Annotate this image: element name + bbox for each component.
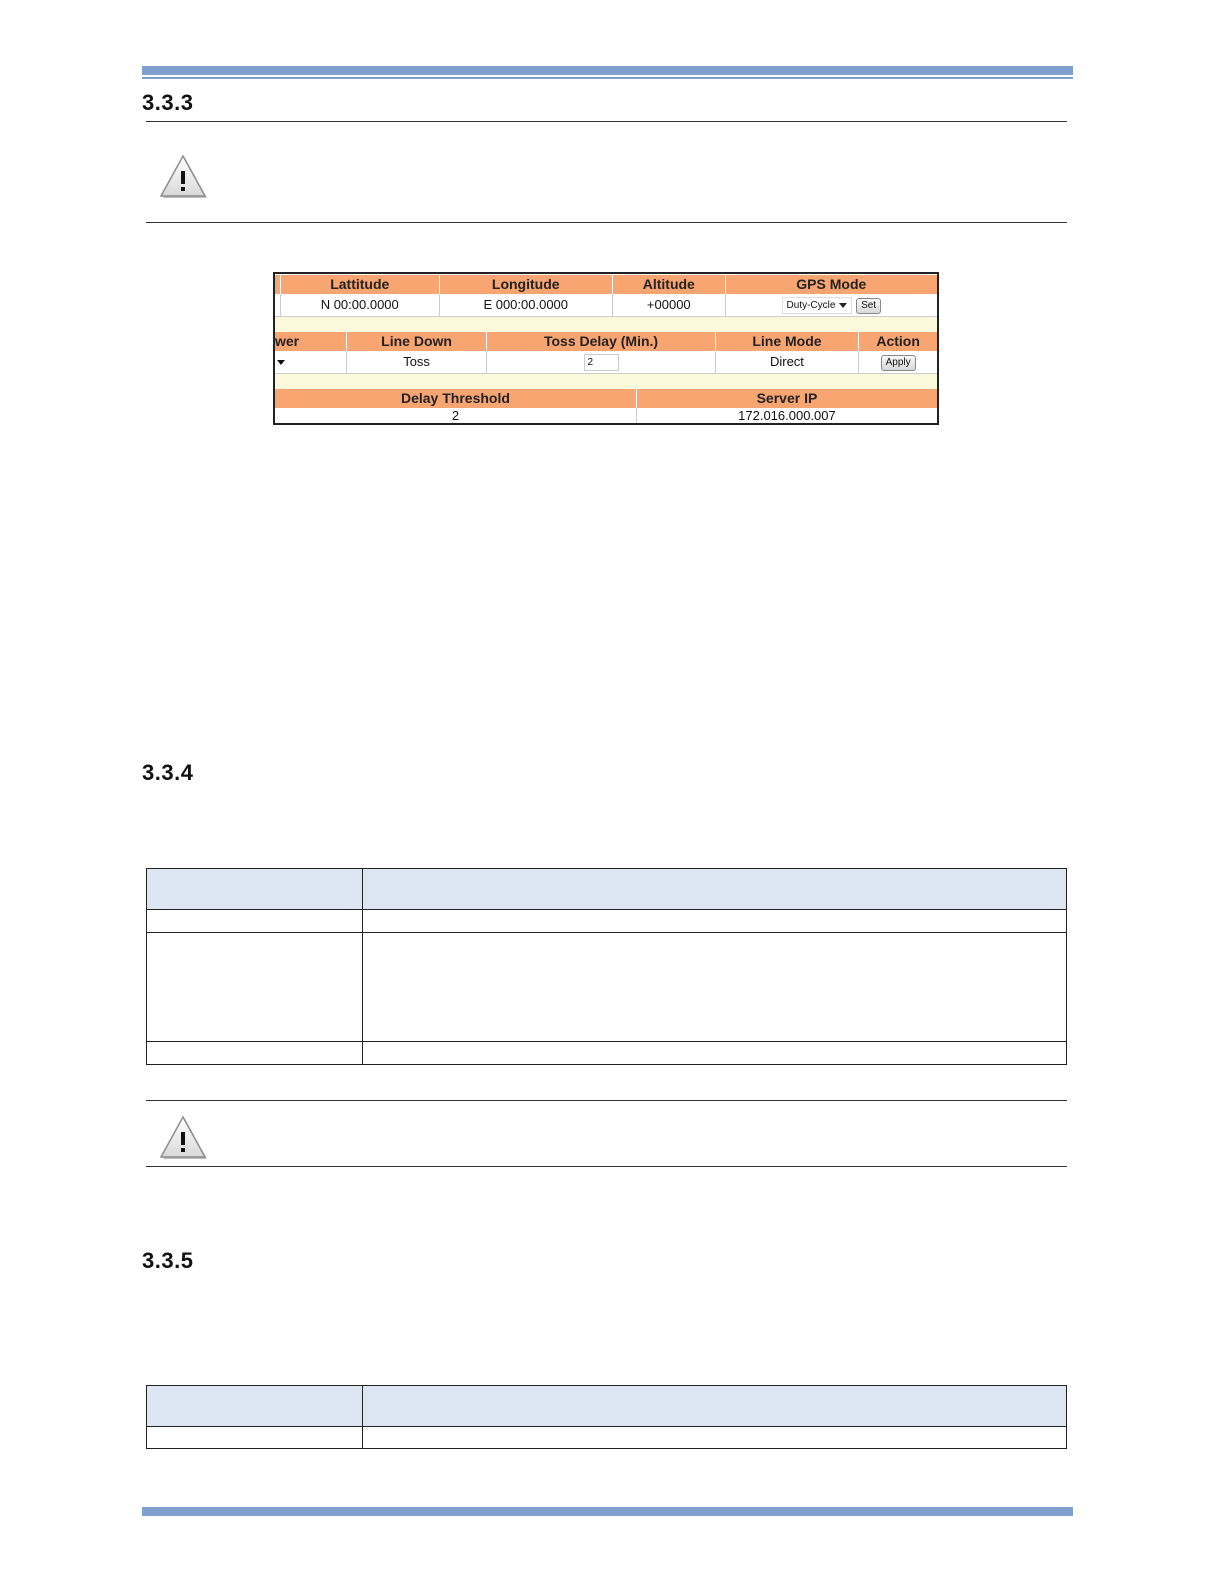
panel-spacer	[275, 374, 937, 389]
delay-threshold-value: 2	[275, 408, 637, 425]
dropdown-arrow-icon	[277, 360, 285, 365]
table-header-cell	[363, 869, 1067, 910]
line-header-row	[275, 332, 937, 351]
table-header-cell	[147, 1386, 363, 1427]
table-header-row	[147, 869, 1067, 910]
note-bottom-rule	[146, 1166, 1067, 1167]
gps-settings-screenshot	[273, 272, 939, 425]
set-button[interactable]: Set	[856, 298, 881, 314]
server-header-row	[275, 389, 937, 408]
header-rule	[142, 77, 1073, 79]
latitude-value: N 00:00.0000	[281, 294, 440, 316]
server-ip-value: 172.016.000.007	[738, 408, 836, 423]
parameter-table	[146, 868, 1067, 1065]
table-cell	[363, 1427, 1067, 1449]
server-ip-header: Server IP	[756, 390, 818, 406]
note-top-rule	[146, 1100, 1067, 1101]
gps-mode-cell	[726, 294, 937, 316]
table-header-cell	[147, 869, 363, 910]
line-mode-header: Line Mode	[716, 332, 860, 351]
table-row	[147, 1427, 1067, 1449]
apply-button[interactable]: Apply	[881, 355, 916, 371]
action-cell	[859, 351, 937, 373]
table-cell	[363, 933, 1067, 1042]
altitude-value: +00000	[613, 294, 726, 316]
section-heading-3-3-3: 3.3.3	[142, 90, 194, 115]
table-header-row	[147, 1386, 1067, 1427]
line-down-header: Line Down	[347, 332, 488, 351]
power-select[interactable]	[275, 351, 347, 373]
table-cell	[363, 1042, 1067, 1065]
warning-icon	[158, 153, 208, 201]
note-top-rule	[146, 121, 1067, 122]
table-cell	[147, 910, 363, 933]
delay-threshold-header: Delay Threshold	[275, 389, 637, 408]
line-value-row	[275, 351, 937, 374]
table-cell	[147, 1427, 363, 1449]
gps-value-row	[275, 294, 937, 317]
dropdown-arrow-icon	[839, 303, 847, 308]
toss-delay-input[interactable]: 2	[584, 354, 619, 371]
power-header: wer	[275, 332, 347, 351]
longitude-value: E 000:00.0000	[440, 294, 613, 316]
table-cell	[147, 1042, 363, 1065]
section-heading-3-3-4: 3.3.4	[142, 760, 194, 785]
action-header: Action	[876, 333, 920, 349]
toss-delay-header: Toss Delay (Min.)	[487, 332, 715, 351]
table-header-cell	[363, 1386, 1067, 1427]
table-cell	[363, 910, 1067, 933]
altitude-header: Altitude	[613, 275, 726, 294]
gps-mode-header: GPS Mode	[796, 276, 867, 292]
gps-mode-select[interactable]: Duty-Cycle	[782, 297, 853, 314]
line-mode-value: Direct	[716, 351, 860, 373]
longitude-header: Longitude	[440, 275, 613, 294]
gps-header-row	[275, 275, 937, 294]
panel-spacer	[275, 317, 937, 332]
header-bar	[142, 66, 1073, 75]
toss-delay-cell	[487, 351, 715, 373]
table-row	[147, 933, 1067, 1042]
footer-bar	[142, 1507, 1073, 1516]
parameter-table	[146, 1385, 1067, 1449]
table-row	[147, 910, 1067, 933]
note-bottom-rule	[146, 222, 1067, 223]
section-heading-3-3-5: 3.3.5	[142, 1248, 194, 1273]
warning-icon	[158, 1114, 208, 1162]
server-value-row	[275, 408, 937, 425]
line-down-value: Toss	[347, 351, 488, 373]
table-cell	[147, 933, 363, 1042]
table-row	[147, 1042, 1067, 1065]
latitude-header: Lattitude	[281, 275, 440, 294]
